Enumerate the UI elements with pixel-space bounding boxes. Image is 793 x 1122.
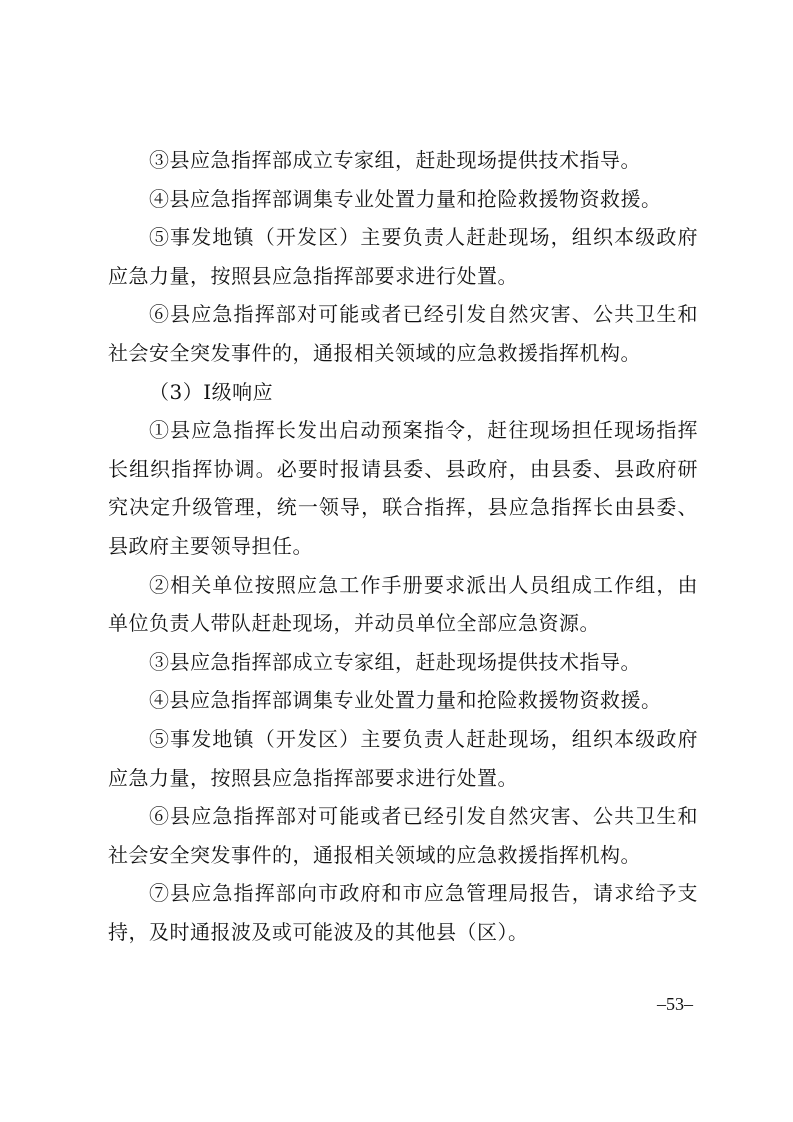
paragraph-7: ②相关单位按照应急工作手册要求派出人员组成工作组，由单位负责人带队赶赴现场，并动员单位全部应急资源。 [108, 572, 698, 636]
section-heading-level-1-response: （3）Ⅰ级响应 [149, 379, 274, 404]
paragraph-6: ①县应急指挥长发出启动预案指令，赶往现场担任现场指挥长组织指挥协调。必要时报请县委、县政府，由县委、县政府研究决定升级管理，统一领导，联合指挥，县应急指挥长由县委、县政府主要领导担任。 [108, 418, 698, 558]
paragraph-1: ③县应急指挥部成立专家组，赶赴现场提供技术指导。 [149, 148, 641, 172]
paragraph-11: ⑥县应急指挥部对可能或者已经引发自然灾害、公共卫生和社会安全突发事件的，通报相关领域的应急救援指挥机构。 [108, 804, 698, 867]
paragraph-3: ⑤事发地镇（开发区）主要负责人赶赴现场，组织本级政府应急力量，按照县应急指挥部要求进行处置。 [108, 225, 698, 288]
body-text [108, 141, 698, 951]
paragraph-8: ③县应急指挥部成立专家组，赶赴现场提供技术指导。 [149, 649, 641, 674]
paragraph-12: ⑦县应急指挥部向市政府和市应急管理局报告，请求给予支持，及时通报波及或可能波及的其他县（区）。 [108, 881, 698, 944]
paragraph-9: ④县应急指挥部调集专业处置力量和抢险救援物资救援。 [149, 688, 662, 713]
paragraph-10: ⑤事发地镇（开发区）主要负责人赶赴现场，组织本级政府应急力量，按照县应急指挥部要求进行处置。 [108, 726, 698, 790]
paragraph-4: ⑥县应急指挥部对可能或者已经引发自然灾害、公共卫生和社会安全突发事件的，通报相关领域的应急救援指挥机构。 [108, 302, 698, 365]
page-number: –53– [657, 994, 693, 1014]
paragraph-2: ④县应急指挥部调集专业处置力量和抢险救援物资救援。 [149, 186, 662, 211]
